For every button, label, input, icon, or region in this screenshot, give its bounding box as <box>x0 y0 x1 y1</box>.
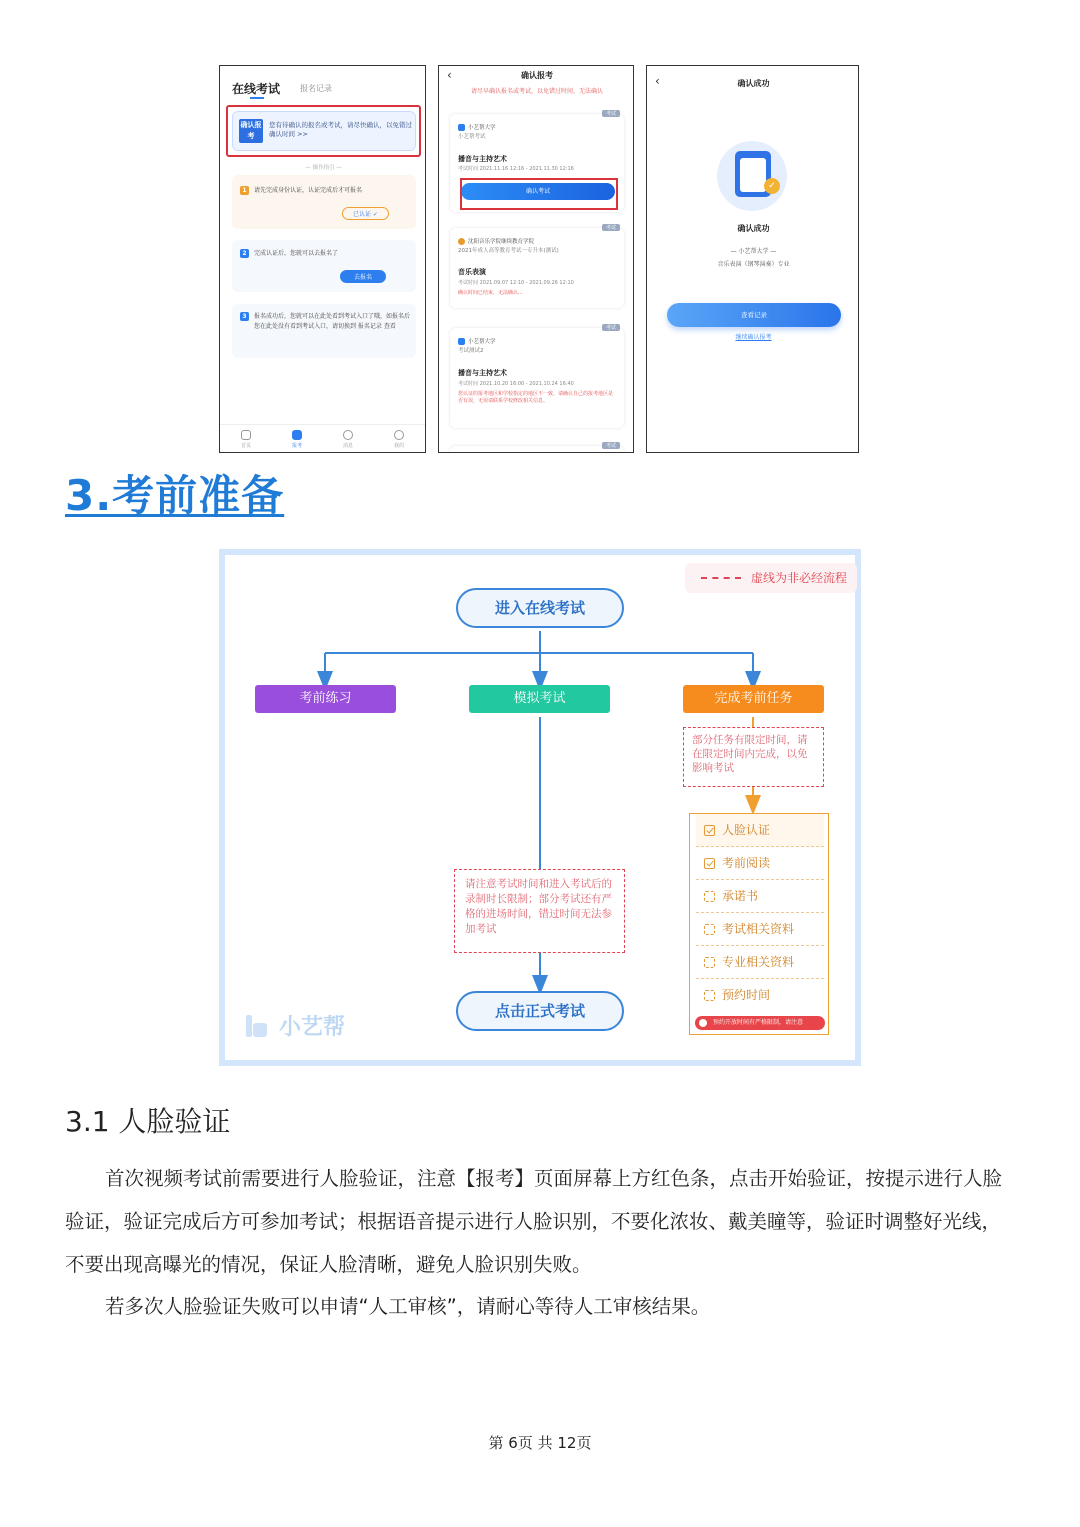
legend <box>685 563 857 593</box>
exam-card-2 <box>450 225 624 308</box>
exam-time: 考试时间 2021.09.07 12:10 - 2021.09.26 12:10 <box>458 280 574 286</box>
back-icon[interactable]: ‹ <box>655 74 660 88</box>
pre-exam-tasks-node: 完成考前任务 <box>683 685 824 713</box>
exam-card-4 <box>450 443 624 453</box>
flowchart <box>219 549 861 1066</box>
nav-label: 首页 <box>240 443 251 449</box>
step-text: 报名成功后，您就可以在此处看到考试入口了哦，如报名后您在此处没有看到考试入口，请切换到 报名记录 查看 <box>254 313 411 330</box>
subsection-title: 3.1 人脸验证 <box>65 1105 231 1138</box>
back-icon[interactable]: ‹ <box>447 68 452 82</box>
university-logo-icon <box>458 338 465 345</box>
screenshot-confirm-success <box>646 65 859 453</box>
checkbox-dashed-icon <box>704 891 715 902</box>
step-card-1 <box>232 175 416 229</box>
step-card-3 <box>232 304 416 358</box>
warning-banner: 请尽早确认报名或考试，以免错过时间，无法确认 <box>470 88 603 95</box>
university-name: — 小艺帮大学 — <box>730 248 777 255</box>
task-label: 专业相关资料 <box>722 955 795 969</box>
page-title: 确认成功 <box>737 79 770 88</box>
page-footer: 第 6页 共 12页 <box>488 1434 592 1452</box>
task-pledge <box>696 880 824 913</box>
checkbox-checked-icon <box>704 825 715 836</box>
error-text: 您认证的报考地区和学校指定的地区不一致，请确认自己的报考地区是否有误，无误请联系学校修改相关信息。 <box>458 391 614 404</box>
subject-name: 音乐表演 <box>458 268 486 276</box>
exam-time: 考试时间 2021.10.20 16:00 - 2021.10.24 16:40 <box>458 381 574 387</box>
task-major-materials <box>696 946 824 979</box>
highlight-box <box>460 178 618 210</box>
confirm-registration-logo: 确认报考 <box>239 119 263 143</box>
watermark-logo-icon <box>243 1011 273 1041</box>
university-name: 小艺帮大学 <box>468 125 496 131</box>
task-list <box>689 813 829 1035</box>
major-name: 音乐表演（钢琴演奏）专业 <box>717 261 790 268</box>
checkbox-dashed-icon <box>704 924 715 935</box>
step-card-2 <box>232 240 416 292</box>
page-title: 确认报考 <box>521 71 553 80</box>
tab-registration-records[interactable]: 报名记录 <box>300 84 332 93</box>
exam-tag: 考试 <box>602 442 620 449</box>
subject-name: 播音与主持艺术 <box>458 369 507 377</box>
legend-text: 虚线为非必经流程 <box>751 571 848 585</box>
exam-card-3 <box>450 325 624 428</box>
view-records-button[interactable]: 查看记录 <box>667 303 841 327</box>
university-sub: 考试测试2 <box>458 348 484 354</box>
check-icon: ✓ <box>764 178 780 194</box>
university-name: 小艺帮大学 <box>468 339 496 345</box>
message-icon[interactable] <box>343 430 353 440</box>
register-icon[interactable] <box>292 430 302 440</box>
legend-dash-sample <box>701 577 741 579</box>
mock-exam-note: 请注意考试时间和进入考试后的录制时长限制；部分考试还有严格的进场时间，错过时间无法参加考试 <box>454 869 625 953</box>
watermark-text: 小艺帮 <box>279 1015 346 1040</box>
task-appointment <box>696 979 824 1012</box>
screenshot-online-exam <box>219 65 426 453</box>
guide-divider: — 操作指引 — <box>305 165 342 171</box>
confirm-exam-button[interactable]: 确认考试 <box>461 183 615 200</box>
exam-tag: 考试 <box>602 324 620 331</box>
exam-time: 考试时间 2021.11.16 12:16 - 2021.11.30 12:16 <box>458 166 574 172</box>
university-name: 沈阳音乐学院继续教育学院 <box>468 239 535 245</box>
document-page <box>740 158 766 192</box>
tasks-note: 部分任务有限定时间，请在限定时间内完成，以免影响考试 <box>683 727 824 787</box>
home-icon[interactable] <box>241 430 251 440</box>
error-text: 确认时间已结束，无法确认... <box>458 290 523 296</box>
appointment-warning <box>695 1016 825 1030</box>
subject-name: 播音与主持艺术 <box>458 155 507 163</box>
highlight-box <box>226 105 421 157</box>
go-register-button[interactable]: 去报名 <box>340 270 386 283</box>
section-title: 3.考前准备 <box>65 471 285 520</box>
task-face-verification <box>696 814 824 847</box>
exam-tag: 考试 <box>602 110 620 117</box>
university-logo-icon <box>458 238 465 245</box>
task-label: 考前阅读 <box>722 856 771 870</box>
university-sub: 小艺帮考试 <box>458 134 486 140</box>
continue-confirm-link[interactable]: 继续确认报考 <box>735 334 772 341</box>
paragraph: 首次视频考试前需要进行人脸验证，注意【报考】页面屏幕上方红色条，点击开始验证，按提示进行人脸验证，验证完成后方可参加考试；根据语音提示进行人脸识别，不要化浓妆、戴美瞳等，验证时调整好光线，不要出现高曝光的情况，保证人脸清晰，避免人脸识别失败。 <box>65 1167 1003 1276</box>
nav-label: 我的 <box>393 443 404 449</box>
step-number: 2 <box>240 249 249 258</box>
screenshot-confirm-registration <box>438 65 634 453</box>
alert-icon <box>699 1019 707 1027</box>
bottom-nav <box>220 424 426 452</box>
checkbox-checked-icon <box>704 858 715 869</box>
mock-exam-node: 模拟考试 <box>469 685 610 713</box>
task-pre-reading <box>696 847 824 880</box>
task-label: 承诺书 <box>722 889 759 903</box>
step-text: 完成认证后，您就可以去报名了 <box>254 250 339 257</box>
checkbox-dashed-icon <box>704 957 715 968</box>
university-logo-icon <box>458 124 465 131</box>
exam-tag: 考试 <box>602 224 620 231</box>
task-label: 预约时间 <box>722 988 771 1002</box>
success-message: 确认成功 <box>737 224 770 233</box>
confirm-registration-text: 您有待确认的报名或考试，请尽快确认，以免错过确认时间 >> <box>269 121 412 138</box>
paragraph: 若多次人脸验证失败可以申请“人工审核”，请耐心等待人工审核结果。 <box>105 1295 711 1318</box>
nav-label: 报考 <box>291 443 302 449</box>
university-sub: 2021年成人高等教育考试一专升本(测试) <box>458 248 559 254</box>
step-number: 1 <box>240 186 249 195</box>
task-label: 考试相关资料 <box>722 922 795 936</box>
task-label: 人脸认证 <box>722 823 771 837</box>
step-number: 3 <box>240 312 249 321</box>
start-node: 进入在线考试 <box>456 588 624 628</box>
verified-button[interactable]: 已认证 ✓ <box>342 207 389 220</box>
step-text: 请先完成身份认证，认证完成后才可报名 <box>254 187 363 194</box>
nav-label: 消息 <box>342 443 353 449</box>
tab-online-exam[interactable]: 在线考试 <box>232 82 281 96</box>
appointment-warning-text: 预约开放时间有严格限制，请注意 <box>713 1019 804 1026</box>
checkbox-dashed-icon <box>704 990 715 1001</box>
formal-exam-node: 点击正式考试 <box>456 991 624 1031</box>
task-exam-materials <box>696 913 824 946</box>
practice-node: 考前练习 <box>255 685 396 713</box>
profile-icon[interactable] <box>394 430 404 440</box>
